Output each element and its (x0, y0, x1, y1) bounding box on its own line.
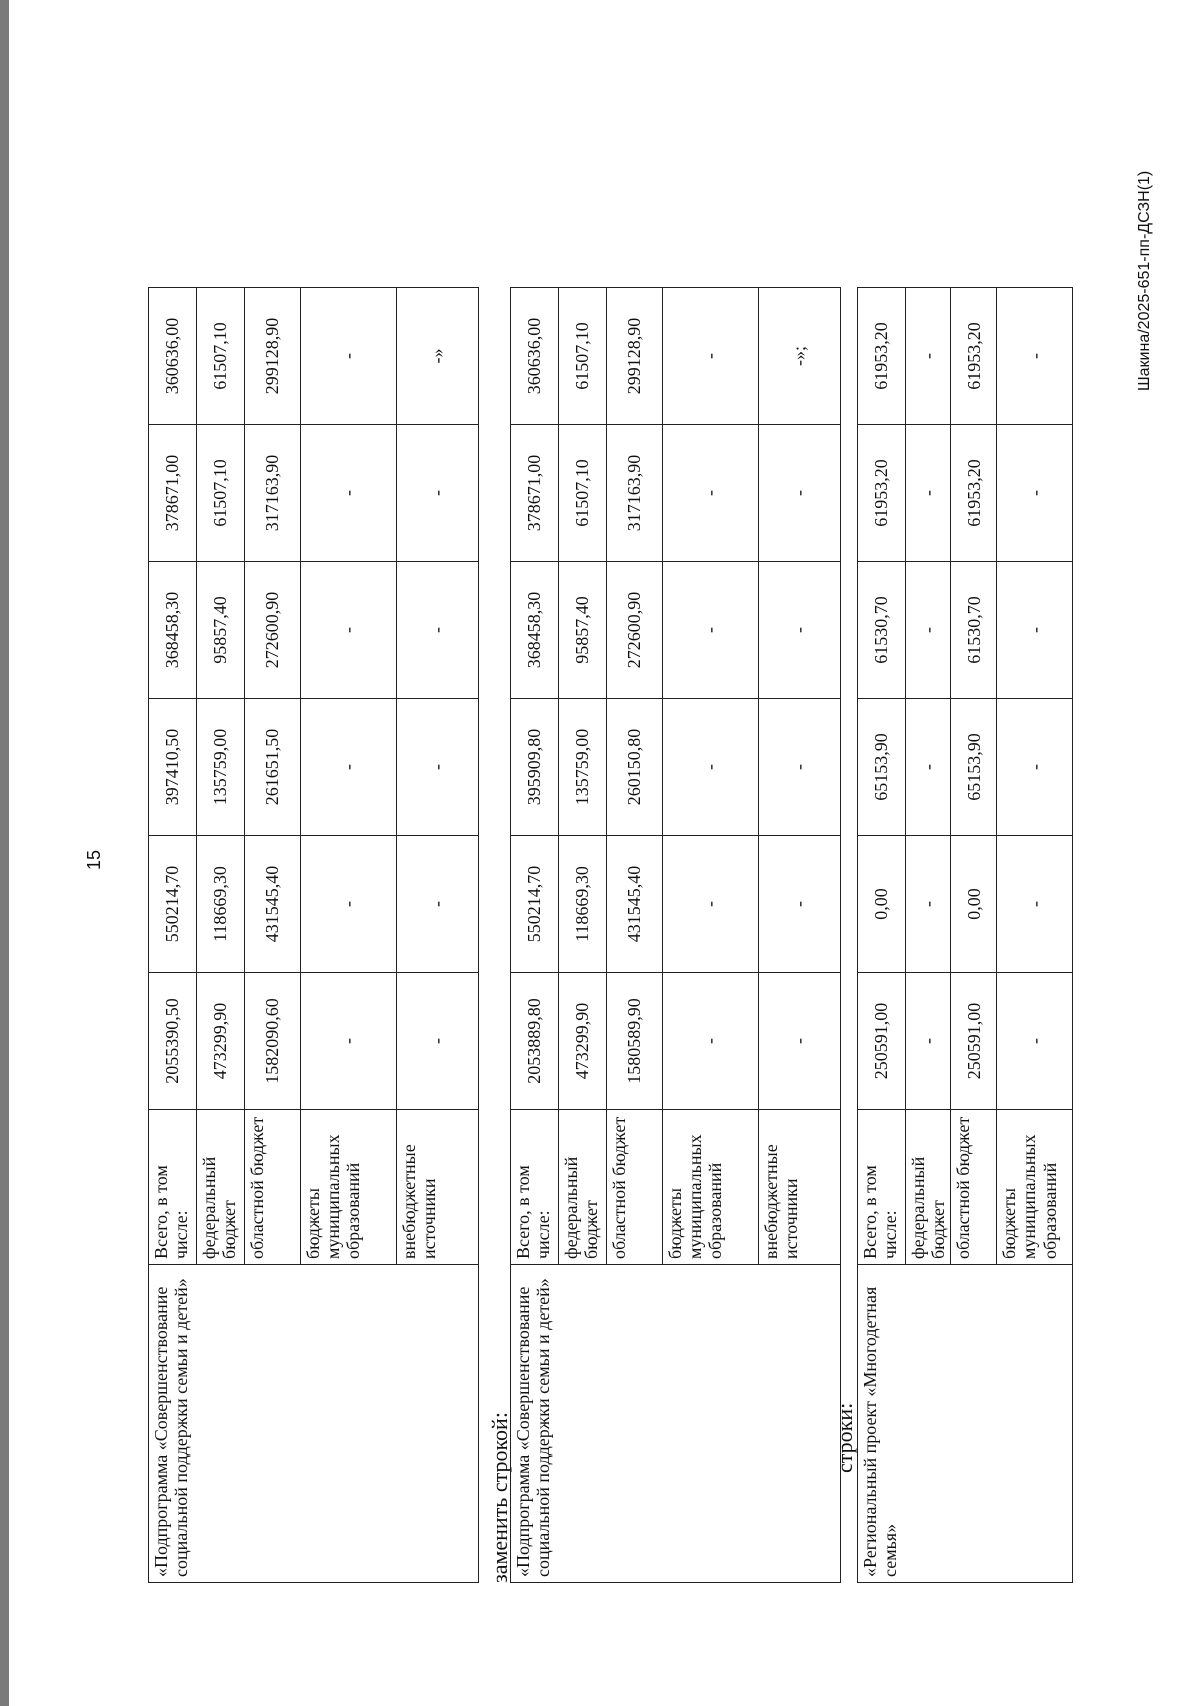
amount-cell: 61530,70 (951, 562, 997, 699)
amount-cell: - (906, 836, 951, 973)
amount-cell: 360636,00 (511, 288, 559, 425)
page-number: 15 (84, 849, 104, 870)
amount-cell: - (663, 562, 759, 699)
amount-cell: - (663, 973, 759, 1110)
amount-cell: 1582090,60 (245, 973, 301, 1110)
amount-cell: 61507,10 (197, 288, 245, 425)
amount-cell: 473299,90 (197, 973, 245, 1110)
amount-cell: 0,00 (858, 836, 906, 973)
funding-source-label: областной бюджет (607, 1110, 663, 1265)
funding-source-label: Всего, в том числе: (858, 1110, 906, 1265)
amount-cell: 299128,90 (245, 288, 301, 425)
funding-source-label: внебюджетные источники (397, 1110, 479, 1265)
amount-cell: 135759,00 (197, 699, 245, 836)
table-row (858, 288, 906, 1583)
amount-cell: 317163,90 (607, 425, 663, 562)
amount-cell: 61507,10 (559, 425, 607, 562)
amount-cell: 299128,90 (607, 288, 663, 425)
amount-cell: - (906, 288, 951, 425)
amount-cell: 431545,40 (607, 836, 663, 973)
amount-cell: - (301, 288, 397, 425)
amount-cell: - (663, 699, 759, 836)
amount-cell: - (397, 836, 479, 973)
amount-cell: - (759, 699, 841, 836)
table-row (511, 288, 559, 1583)
amount-cell: - (397, 425, 479, 562)
amount-cell: 61953,20 (951, 425, 997, 562)
funding-source-label: областной бюджет (951, 1110, 997, 1265)
amount-cell: - (906, 562, 951, 699)
amount-cell: - (997, 836, 1073, 973)
amount-cell: - (397, 973, 479, 1110)
amount-cell: - (301, 836, 397, 973)
amount-cell: 61530,70 (858, 562, 906, 699)
amount-cell: 61953,20 (858, 288, 906, 425)
amount-cell: - (663, 425, 759, 562)
amount-cell: 95857,40 (559, 562, 607, 699)
amount-cell: 61953,20 (951, 288, 997, 425)
amount-cell: - (997, 973, 1073, 1110)
amount-cell: 261651,50 (245, 699, 301, 836)
amount-cell: - (906, 699, 951, 836)
amount-cell: - (997, 699, 1073, 836)
amount-cell: 65153,90 (951, 699, 997, 836)
amount-cell: - (759, 562, 841, 699)
funding-source-label: бюджеты муниципальных образований (997, 1110, 1073, 1265)
amount-cell: - (663, 836, 759, 973)
amount-cell: 317163,90 (245, 425, 301, 562)
amount-cell: 1580589,90 (607, 973, 663, 1110)
funding-source-label: бюджеты муниципальных образований (663, 1110, 759, 1265)
amount-cell: -» (397, 288, 479, 425)
funding-source-label: областной бюджет (245, 1110, 301, 1265)
amount-cell: 360636,00 (149, 288, 197, 425)
amount-cell: 368458,30 (149, 562, 197, 699)
amount-cell: 431545,40 (245, 836, 301, 973)
amount-cell: 397410,50 (149, 699, 197, 836)
amount-cell: - (906, 973, 951, 1110)
amount-cell: 2055390,50 (149, 973, 197, 1110)
amount-cell: 2053889,80 (511, 973, 559, 1110)
amount-cell: - (759, 973, 841, 1110)
table-row (149, 288, 197, 1583)
amount-cell: 260150,80 (607, 699, 663, 836)
amount-cell: 118669,30 (197, 836, 245, 973)
amount-cell: - (906, 425, 951, 562)
program-name-cell: «Региональный проект «Многодетная семья» (858, 1265, 1073, 1583)
finance-table-original (148, 287, 479, 1583)
program-name-cell: «Подпрограмма «Совершенствование социальной поддержки семьи и детей» (511, 1265, 841, 1583)
amount-cell: - (397, 562, 479, 699)
amount-cell: - (759, 425, 841, 562)
amount-cell: 272600,90 (607, 562, 663, 699)
amount-cell: 378671,00 (149, 425, 197, 562)
amount-cell: 395909,80 (511, 699, 559, 836)
amount-cell: - (301, 425, 397, 562)
amount-cell: 550214,70 (149, 836, 197, 973)
amount-cell: 61507,10 (559, 288, 607, 425)
amount-cell: 135759,00 (559, 699, 607, 836)
amount-cell: 378671,00 (511, 425, 559, 562)
amount-cell: - (759, 836, 841, 973)
amount-cell: 272600,90 (245, 562, 301, 699)
funding-source-label: внебюджетные источники (759, 1110, 841, 1265)
amount-cell: 250591,00 (951, 973, 997, 1110)
program-name-cell: «Подпрограмма «Совершенствование социальной поддержки семьи и детей» (149, 1265, 479, 1583)
caption-rows: строки: (832, 1402, 857, 1473)
amount-cell: 368458,30 (511, 562, 559, 699)
finance-table-replacement (510, 287, 841, 1583)
amount-cell: - (997, 288, 1073, 425)
document-footer-code: Шакина/2025-651-пп-ДСЗН(1) (1136, 170, 1153, 391)
amount-cell: 0,00 (951, 836, 997, 973)
amount-cell: - (997, 425, 1073, 562)
funding-source-label: Всего, в том числе: (149, 1110, 197, 1265)
amount-cell: 61507,10 (197, 425, 245, 562)
finance-table-regional-project (857, 287, 1073, 1583)
funding-source-label: бюджеты муниципальных образований (301, 1110, 397, 1265)
funding-source-label: Всего, в том числе: (511, 1110, 559, 1265)
amount-cell: - (301, 562, 397, 699)
amount-cell: 473299,90 (559, 973, 607, 1110)
funding-source-label: федеральный бюджет (559, 1110, 607, 1265)
amount-cell: - (301, 973, 397, 1110)
amount-cell: - (997, 562, 1073, 699)
amount-cell: 61953,20 (858, 425, 906, 562)
amount-cell: - (663, 288, 759, 425)
amount-cell: -»; (759, 288, 841, 425)
amount-cell: - (301, 699, 397, 836)
amount-cell: 95857,40 (197, 562, 245, 699)
amount-cell: - (397, 699, 479, 836)
amount-cell: 250591,00 (858, 973, 906, 1110)
funding-source-label: федеральный бюджет (197, 1110, 245, 1265)
amount-cell: 118669,30 (559, 836, 607, 973)
caption-replace-with: заменить строкой: (487, 1412, 512, 1583)
amount-cell: 550214,70 (511, 836, 559, 973)
amount-cell: 65153,90 (858, 699, 906, 836)
funding-source-label: федеральный бюджет (906, 1110, 951, 1265)
